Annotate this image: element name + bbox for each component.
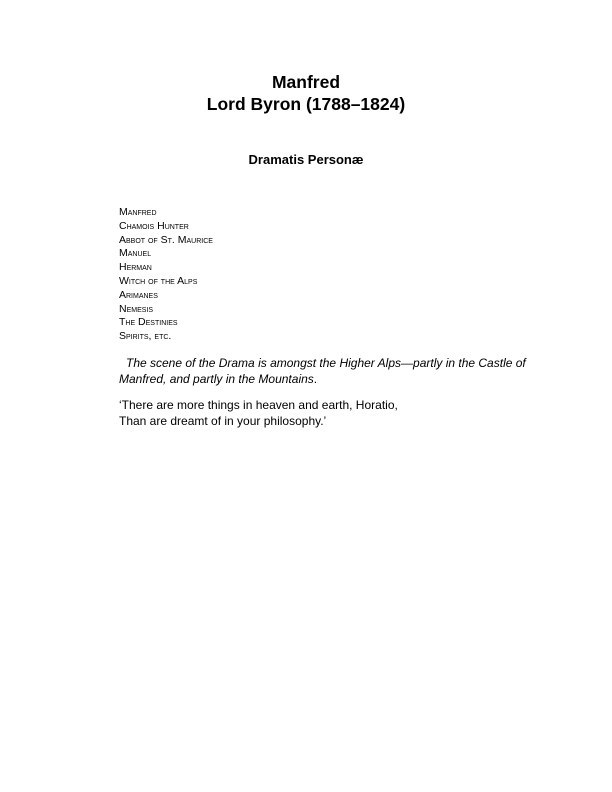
author-line: Lord Byron (1788–1824) bbox=[206, 94, 406, 114]
epigraph-line-1: ‘There are more things in heaven and earth, Horatio, bbox=[119, 398, 398, 412]
cast-list bbox=[119, 206, 213, 344]
dramatis-heading: Dramatis Personæ bbox=[248, 152, 364, 167]
scene-text: The scene of the Drama is amongst the Higher Alps—partly in the Castle of Manfred, and partly in the Mountains bbox=[119, 356, 526, 386]
epigraph bbox=[119, 397, 539, 429]
scene-description bbox=[119, 355, 539, 387]
cast-item: Manuel bbox=[119, 247, 152, 260]
cast-item: Arimanes bbox=[119, 288, 158, 301]
cast-item: Abbot of St. Maurice bbox=[119, 233, 213, 246]
epigraph-line-2: Than are dreamt of in your philosophy.’ bbox=[119, 414, 327, 428]
play-title: Manfred bbox=[271, 72, 341, 92]
scene-end-mark: . bbox=[313, 372, 318, 386]
cast-item: Nemesis bbox=[119, 302, 154, 315]
title-block bbox=[0, 71, 612, 115]
cast-item: Herman bbox=[119, 261, 152, 274]
cast-item: Chamois Hunter bbox=[119, 219, 189, 232]
cast-item: Spirits, etc. bbox=[119, 330, 172, 343]
cast-item: The Destinies bbox=[119, 316, 178, 329]
cast-item: Manfred bbox=[119, 206, 157, 218]
cast-item: Witch of the Alps bbox=[119, 274, 198, 287]
